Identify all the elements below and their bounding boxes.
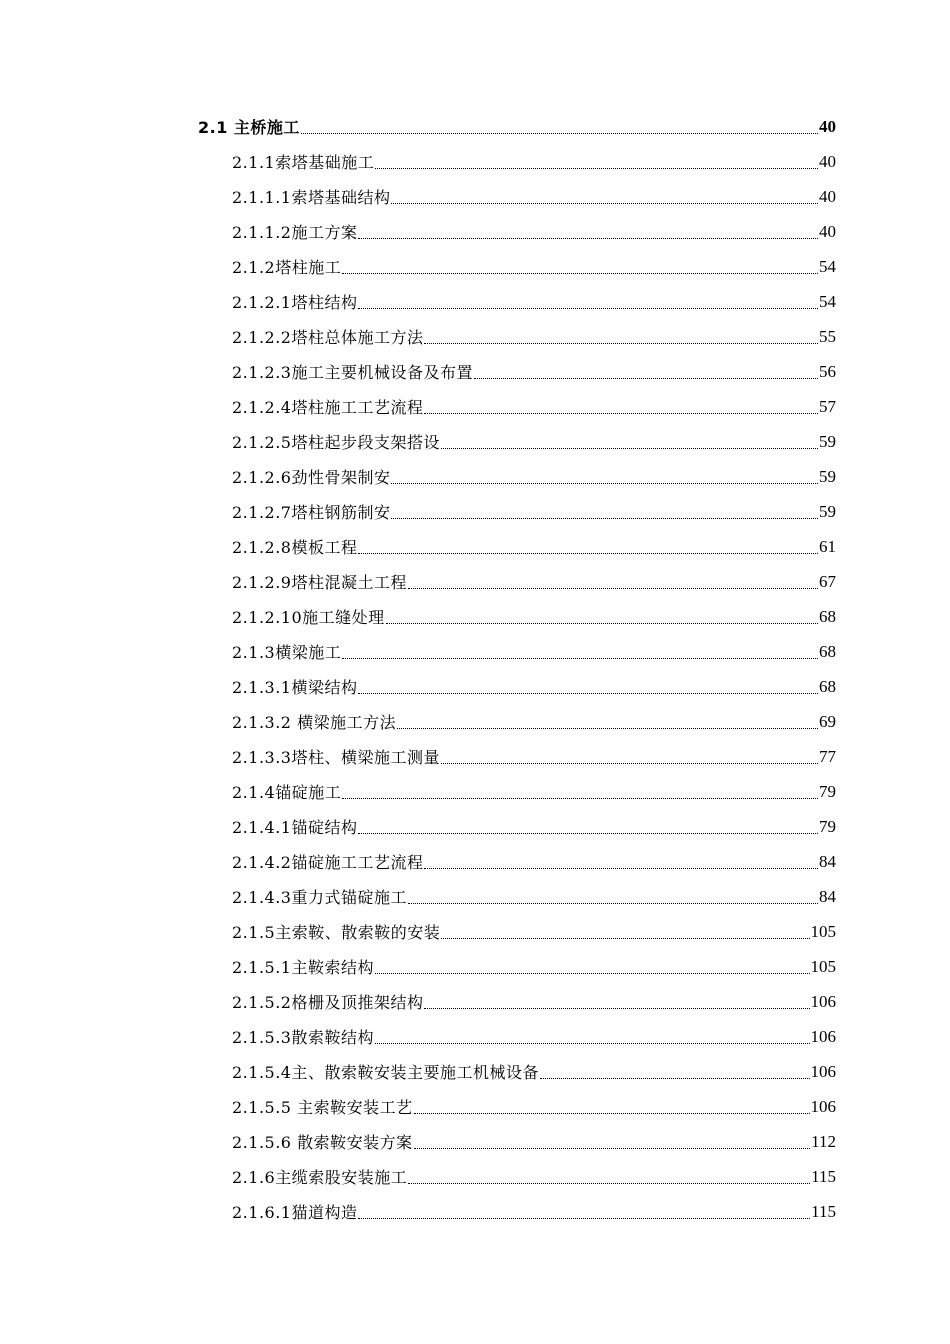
toc-entry-page-number: 106 xyxy=(810,1026,836,1046)
toc-entry-page-number: 54 xyxy=(819,256,836,276)
toc-entry-page-number: 56 xyxy=(819,361,836,381)
toc-entry[interactable] xyxy=(0,1159,950,1194)
toc-entry[interactable] xyxy=(0,319,950,354)
toc-entry-page-number: 105 xyxy=(810,956,836,976)
toc-entry-title: 2.1.2.1塔柱结构 xyxy=(232,293,358,312)
toc-entry-title: 2.1.1索塔基础施工 xyxy=(232,153,375,172)
toc-dot-leader xyxy=(424,1007,809,1009)
toc-entry-page-number: 61 xyxy=(819,536,836,556)
toc-dot-leader xyxy=(424,412,818,414)
toc-entry[interactable] xyxy=(0,739,950,774)
toc-entry-page-number: 54 xyxy=(819,291,836,311)
toc-entry[interactable] xyxy=(0,354,950,389)
toc-entry-title: 2.1.1.2施工方案 xyxy=(232,223,358,242)
toc-entry[interactable] xyxy=(0,634,950,669)
toc-dot-leader xyxy=(342,657,818,659)
toc-dot-leader xyxy=(391,202,818,204)
toc-entry[interactable] xyxy=(0,389,950,424)
toc-dot-leader xyxy=(408,587,818,589)
toc-entry[interactable] xyxy=(0,529,950,564)
toc-entry-page-number: 67 xyxy=(819,571,836,591)
toc-entry-title: 2.1.3.1横梁结构 xyxy=(232,678,358,697)
toc-entry[interactable] xyxy=(0,459,950,494)
toc-dot-leader xyxy=(441,447,818,449)
toc-dot-leader xyxy=(342,272,818,274)
toc-dot-leader xyxy=(342,797,818,799)
toc-entry-page-number: 77 xyxy=(819,746,836,766)
toc-entry[interactable] xyxy=(0,284,950,319)
toc-entry-title: 2.1.3.3塔柱、横梁施工测量 xyxy=(232,748,440,767)
toc-dot-leader xyxy=(375,1042,810,1044)
toc-entry-page-number: 115 xyxy=(811,1166,836,1186)
toc-entry[interactable] xyxy=(0,179,950,214)
toc-entry-title: 2.1.2.3施工主要机械设备及布置 xyxy=(232,363,473,382)
toc-entry-title: 2.1.2.4塔柱施工工艺流程 xyxy=(232,398,424,417)
toc-entry[interactable] xyxy=(0,704,950,739)
toc-dot-leader xyxy=(358,307,818,309)
toc-entry[interactable] xyxy=(0,1124,950,1159)
toc-dot-leader xyxy=(375,167,818,169)
toc-entry-page-number: 59 xyxy=(819,466,836,486)
toc-entry[interactable] xyxy=(0,1089,950,1124)
toc-entry-title: 2.1.5.3散索鞍结构 xyxy=(232,1028,374,1047)
toc-entry-page-number: 59 xyxy=(819,501,836,521)
toc-entry-page-number: 68 xyxy=(819,606,836,626)
toc-dot-leader xyxy=(358,237,818,239)
toc-entry[interactable] xyxy=(0,599,950,634)
toc-entry-page-number: 106 xyxy=(810,1061,836,1081)
toc-dot-leader xyxy=(391,517,818,519)
toc-dot-leader xyxy=(414,1112,810,1114)
toc-entry[interactable] xyxy=(0,1019,950,1054)
toc-entry-title: 2.1.4锚碇施工 xyxy=(232,783,342,802)
toc-entry[interactable] xyxy=(0,144,950,179)
toc-dot-leader xyxy=(424,867,818,869)
toc-dot-leader xyxy=(391,482,818,484)
toc-entry-page-number: 40 xyxy=(819,151,836,171)
toc-entry[interactable] xyxy=(0,424,950,459)
toc-entry-page-number: 40 xyxy=(819,221,836,241)
toc-entry-page-number: 79 xyxy=(819,781,836,801)
toc-entry-title: 2.1.3.2 横梁施工方法 xyxy=(232,713,397,732)
toc-entry[interactable] xyxy=(0,214,950,249)
toc-dot-leader xyxy=(408,1182,810,1184)
toc-entry-title: 2.1.5.2格栅及顶推架结构 xyxy=(232,993,424,1012)
toc-entry-title: 2.1.2.2塔柱总体施工方法 xyxy=(232,328,424,347)
toc-dot-leader xyxy=(474,377,818,379)
toc-entry-title: 2.1.3横梁施工 xyxy=(232,643,342,662)
toc-entry-page-number: 112 xyxy=(811,1131,836,1151)
toc-entry[interactable] xyxy=(0,809,950,844)
toc-entry[interactable] xyxy=(0,249,950,284)
toc-entry-title: 2.1.2.8模板工程 xyxy=(232,538,358,557)
toc-entry[interactable] xyxy=(0,914,950,949)
toc-entry[interactable] xyxy=(0,669,950,704)
toc-entry-page-number: 106 xyxy=(810,1096,836,1116)
toc-dot-leader xyxy=(358,832,818,834)
toc-entry-title: 2.1.2.6劲性骨架制安 xyxy=(232,468,391,487)
toc-dot-leader xyxy=(424,342,818,344)
toc-dot-leader xyxy=(358,692,818,694)
toc-entry-title: 2.1.4.2锚碇施工工艺流程 xyxy=(232,853,424,872)
toc-entry-page-number: 68 xyxy=(819,676,836,696)
toc-entry-page-number: 106 xyxy=(810,991,836,1011)
toc-entry-page-number: 59 xyxy=(819,431,836,451)
toc-dot-leader xyxy=(358,1217,810,1219)
table-of-contents xyxy=(0,109,950,1229)
toc-dot-leader xyxy=(414,1147,811,1149)
toc-entry-page-number: 105 xyxy=(810,921,836,941)
toc-entry-page-number: 79 xyxy=(819,816,836,836)
toc-entry-page-number: 57 xyxy=(819,396,836,416)
toc-entry-title: 2.1.2塔柱施工 xyxy=(232,258,342,277)
toc-dot-leader xyxy=(408,902,818,904)
toc-dot-leader xyxy=(540,1077,810,1079)
toc-entry[interactable] xyxy=(0,1054,950,1089)
toc-entry[interactable] xyxy=(0,494,950,529)
toc-entry-page-number: 69 xyxy=(819,711,836,731)
toc-entry-page-number: 84 xyxy=(819,851,836,871)
toc-entry-title: 2.1.5.6 散索鞍安装方案 xyxy=(232,1133,413,1152)
toc-dot-leader xyxy=(441,937,809,939)
toc-dot-leader xyxy=(358,552,818,554)
toc-dot-leader xyxy=(386,622,818,624)
toc-entry-page-number: 40 xyxy=(819,186,836,206)
toc-entry-title: 2.1.5.1主鞍索结构 xyxy=(232,958,374,977)
toc-entry-page-number: 55 xyxy=(819,326,836,346)
toc-entry-title: 2.1.6主缆索股安装施工 xyxy=(232,1168,408,1187)
toc-entry-page-number: 68 xyxy=(819,641,836,661)
toc-dot-leader xyxy=(301,132,818,134)
toc-dot-leader xyxy=(375,972,810,974)
toc-entry-title: 2.1.2.7塔柱钢筋制安 xyxy=(232,503,391,522)
toc-entry[interactable] xyxy=(0,564,950,599)
toc-entry[interactable] xyxy=(0,109,950,144)
toc-entry-title: 2.1.4.1锚碇结构 xyxy=(232,818,358,837)
toc-entry-title: 2.1.2.9塔柱混凝土工程 xyxy=(232,573,407,592)
toc-entry[interactable] xyxy=(0,844,950,879)
toc-dot-leader xyxy=(397,727,818,729)
toc-entry-title: 2.1.2.10施工缝处理 xyxy=(232,608,385,627)
toc-entry[interactable] xyxy=(0,774,950,809)
toc-entry-title: 2.1.6.1猫道构造 xyxy=(232,1203,358,1222)
toc-entry-title: 2.1.5.4主、散索鞍安装主要施工机械设备 xyxy=(232,1063,539,1082)
toc-entry-title: 2.1.5主索鞍、散索鞍的安装 xyxy=(232,923,441,942)
toc-entry-page-number: 115 xyxy=(811,1201,836,1221)
toc-entry[interactable] xyxy=(0,984,950,1019)
toc-entry-title: 2.1.4.3重力式锚碇施工 xyxy=(232,888,407,907)
toc-entry[interactable] xyxy=(0,1194,950,1229)
toc-entry[interactable] xyxy=(0,879,950,914)
toc-dot-leader xyxy=(441,762,818,764)
toc-entry-page-number: 40 xyxy=(819,116,836,136)
toc-entry-title: 2.1.1.1索塔基础结构 xyxy=(232,188,391,207)
toc-entry-title: 2.1.5.5 主索鞍安装工艺 xyxy=(232,1098,413,1117)
toc-entry-title: 2.1.2.5塔柱起步段支架搭设 xyxy=(232,433,440,452)
toc-entry-title: 2.1 主桥施工 xyxy=(198,118,300,137)
toc-entry[interactable] xyxy=(0,949,950,984)
toc-entry-page-number: 84 xyxy=(819,886,836,906)
